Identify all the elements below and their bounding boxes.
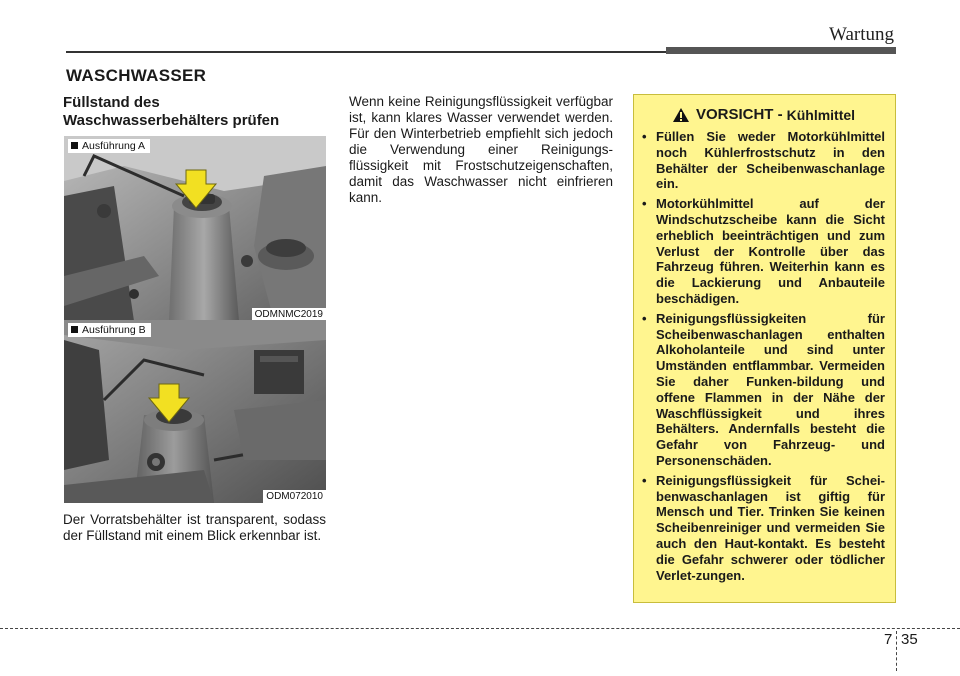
header-rule [66,51,666,53]
engine-bay-photo-b [64,320,326,503]
subsection-heading-line1: Füllstand des [63,94,160,111]
bullet: • [642,196,647,212]
caution-item [642,473,885,584]
caution-item [642,129,885,192]
caution-title: VORSICHT - [695,106,783,123]
caution-item [642,311,885,469]
page-chapter: 7 [884,631,893,648]
square-bullet-icon [71,142,78,149]
warning-triangle-icon [672,107,690,123]
square-bullet-icon [71,326,78,333]
subsection-heading-line2: Waschwasserbehälters prüfen [63,112,280,129]
caution-item [642,196,885,307]
chapter-title: Wartung [829,24,894,45]
variant-tag-b [68,323,151,337]
caution-header [642,106,885,123]
caution-item-text: Füllen Sie weder Motorkühlmittel noch Kühlerfrostschutz in den Behälter der Scheibenwaschanlage ein. [656,129,885,192]
caution-box [633,94,896,603]
bullet: • [642,472,647,488]
left-paragraph: Der Vorratsbehälter ist transparent, sodass der Füllstand mit einem Blick erkennbar ist. [63,512,326,543]
middle-paragraph: Wenn keine Reinigungsflüssigkeit verfügbar ist, kann klares Wasser verwendet werden. Für den Winterbetrieb empfiehlt sich jedoch die Verwendung einer Reinigungs-flüssigkeit mit Frostschutzeigenschaften, damit das Waschwasser nicht einfrieren kann. [349,94,613,205]
subsection-heading [63,94,333,130]
caution-list [642,129,885,583]
figure-variant-b [64,320,326,503]
caution-item-text: Reinigungsflüssigkeit für Schei-benwaschanlagen ist giftig für Mensch und Tier. Trinken Sie keinen Scheibenreiniger und vermeiden Sie auch den Haut-kontakt. Es besteht die Gefahr schwerer oder tödlicher Verlet-zungen. [656,472,885,583]
caution-subtitle: Kühlmittel [786,106,856,123]
section-title: WASCHWASSER [66,66,207,85]
footer-rule [0,628,960,629]
page-separator [896,631,897,671]
caution-item-text: Reinigungsflüssigkeiten für Scheibenwaschanlagen enthalten Alkoholanteile und sind unter Umständen entflammbar. Vermeiden Sie daher Funken-bildung und offene Flammen in der Nähe der Waschflüssigkeit und ihres Behälters. Andernfalls besteht die Gefahr von Fahrzeug- und Personenschäden. [656,310,885,468]
bullet: • [642,129,647,144]
engine-bay-photo-a [64,136,326,321]
variant-tag-a [68,139,150,153]
bullet: • [642,310,647,326]
variant-label-a: Ausführung A [82,140,146,152]
figure-variant-a [64,136,326,321]
page-number: 35 [901,631,918,648]
header-bar [666,47,896,54]
caution-item-text: Motorkühlmittel auf der Windschutzscheibe kann die Sicht erheblich beeinträchtigen und zum Verlust der Kontrolle über das Fahrzeug führen. Weiterhin kann es die Lackierung und Anbauteile beschädigen. [656,196,885,306]
figure-code-a: ODMNMC2019 [252,308,326,321]
variant-label-b: Ausführung B [82,324,146,336]
figure-code-b: ODM072010 [263,490,326,503]
